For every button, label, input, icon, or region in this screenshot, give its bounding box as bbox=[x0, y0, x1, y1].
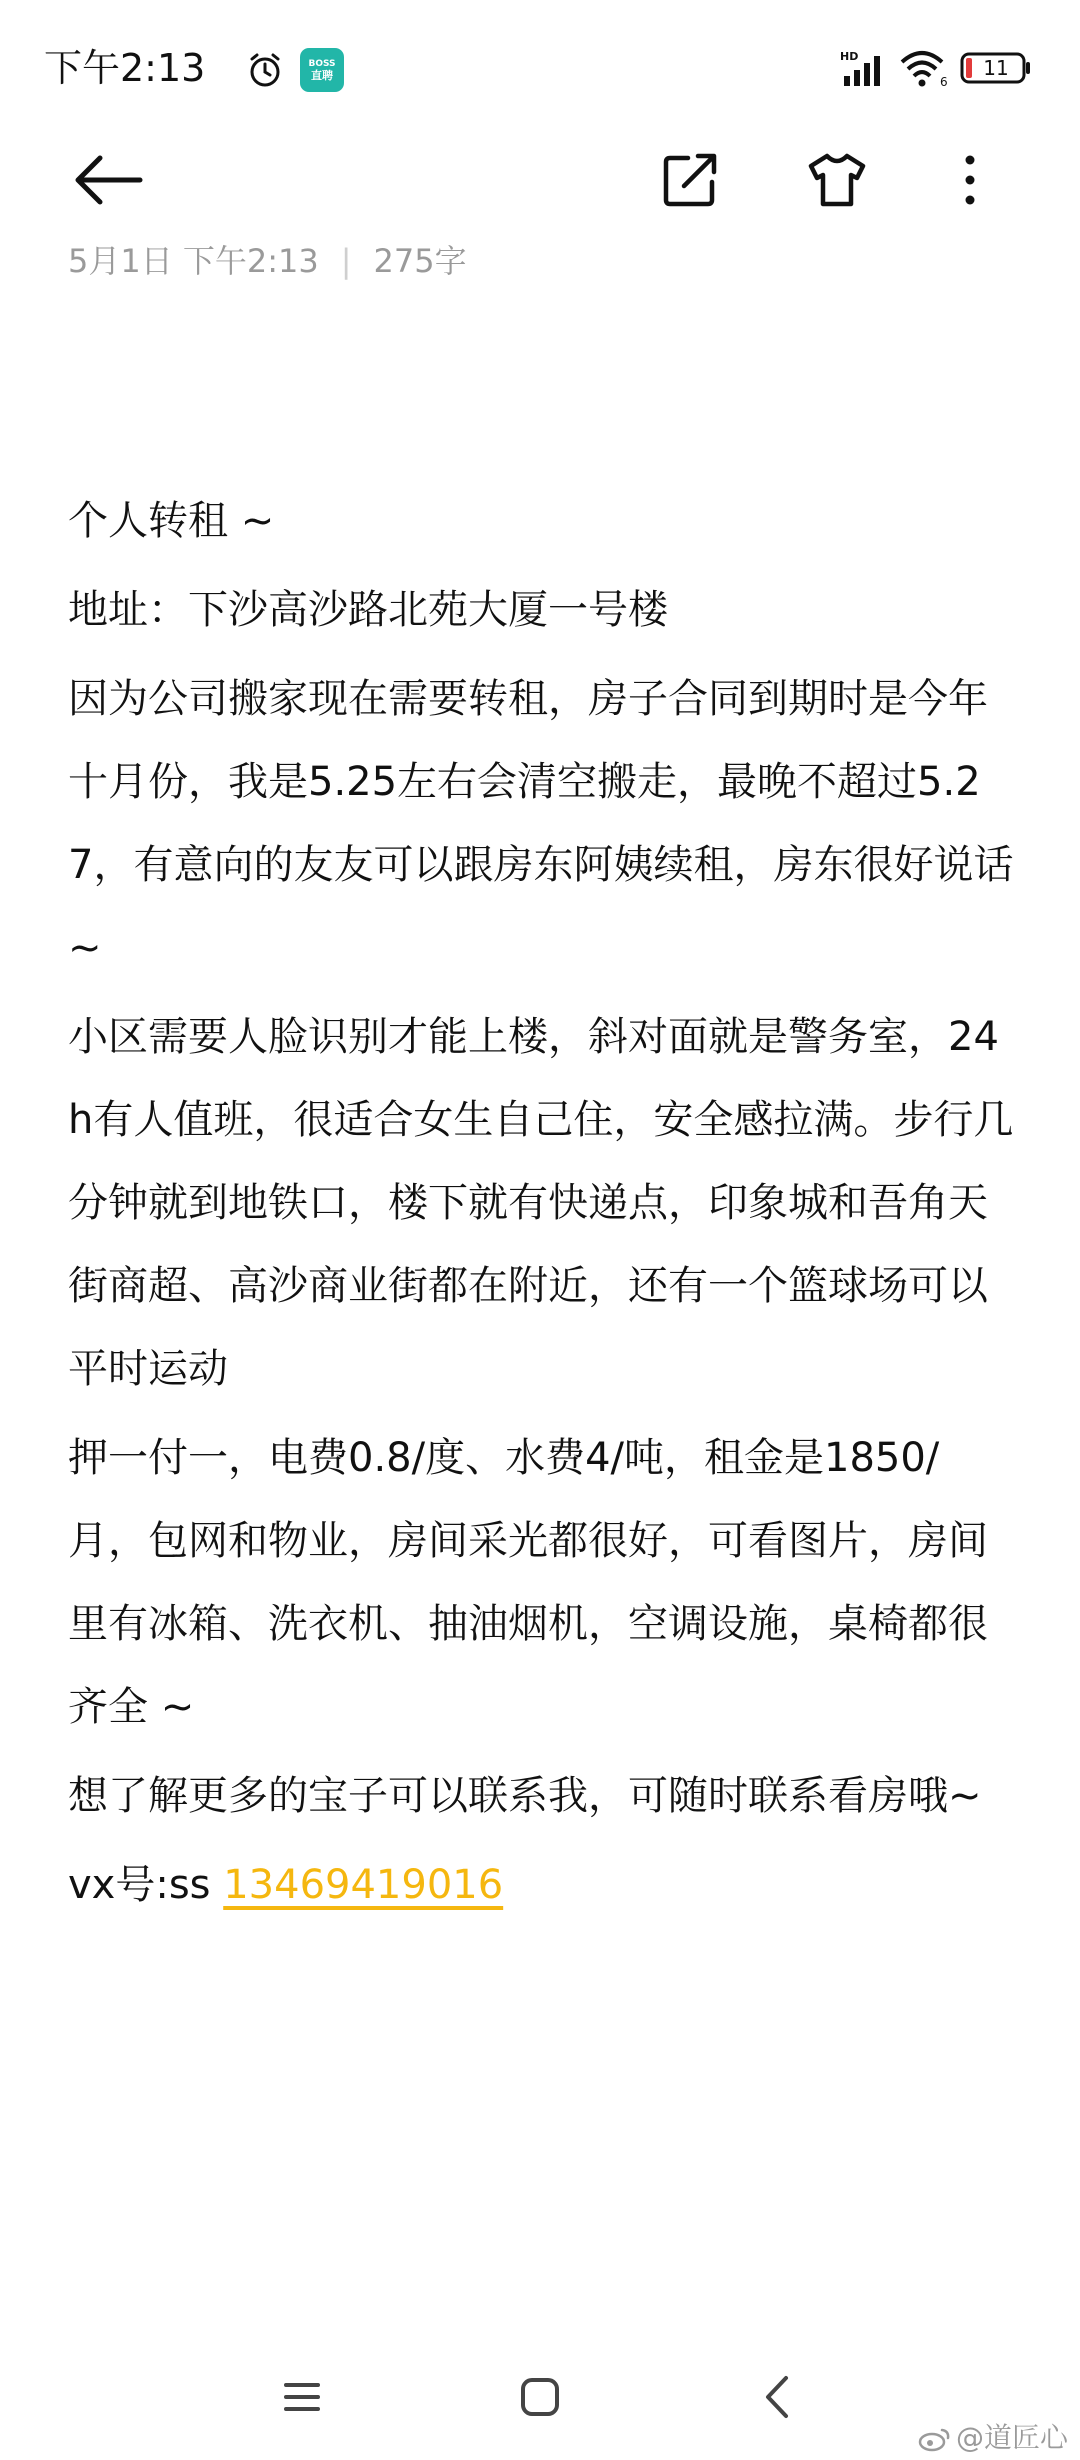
nav-back-icon[interactable] bbox=[762, 2372, 792, 2422]
note-paragraph: 押一付一，电费0.8/度、水费4/吨，租金是1850/月，包网和物业，房间采光都很好，可看图片，房间里有冰箱、洗衣机、抽油烟机，空调设施，桌椅都很齐全 ~ bbox=[68, 1435, 988, 1730]
boss-app-icon bbox=[300, 48, 344, 92]
note-body[interactable] bbox=[68, 480, 1018, 1927]
note-word-count: 275字 bbox=[373, 242, 467, 280]
app-badge-bottom-text: 直聘 bbox=[311, 69, 333, 82]
contact-prefix: vx号:ss bbox=[68, 1862, 224, 1908]
svg-text:HD: HD bbox=[840, 50, 859, 63]
status-time: 下午2:13 bbox=[44, 46, 206, 90]
home-icon[interactable] bbox=[518, 2375, 562, 2419]
wifi-icon bbox=[898, 48, 950, 88]
note-paragraph: 小区需要人脸识别才能上楼，斜对面就是警务室，24h有人值班，很适合女生自己住，安全感拉满。步行几分钟就到地铁口，楼下就有快递点，印象城和吾角天街商超、高沙商业街都在附近，还有一个篮球场可以平时运动 bbox=[68, 1014, 1014, 1392]
phone-link[interactable]: 13469419016 bbox=[223, 1862, 504, 1908]
watermark-text: @道匠心 bbox=[956, 2421, 1069, 2454]
note-paragraph: 因为公司搬家现在需要转租，房子合同到期时是今年十月份，我是5.25左右会清空搬走，最晚不超过5.27，有意向的友友可以跟房东阿姨续租，房东很好说话 ~ bbox=[68, 676, 1014, 971]
contact-line bbox=[68, 1844, 1018, 1927]
note-meta bbox=[68, 236, 467, 286]
meta-divider: | bbox=[340, 242, 352, 280]
app-badge-top-text: BOSS bbox=[308, 59, 336, 69]
weibo-icon bbox=[918, 2426, 952, 2452]
note-paragraph: 想了解更多的宝子可以联系我，可随时联系看房哦~ bbox=[68, 1773, 982, 1819]
back-arrow-icon[interactable] bbox=[70, 150, 146, 210]
battery-level: 11 bbox=[983, 56, 1009, 80]
weibo-watermark bbox=[918, 2420, 1068, 2456]
tshirt-icon[interactable] bbox=[805, 148, 869, 212]
status-bar bbox=[0, 0, 1080, 130]
note-toolbar bbox=[0, 130, 1080, 230]
note-paragraph: 地址：下沙高沙路北苑大厦一号楼 bbox=[68, 587, 668, 633]
more-icon[interactable] bbox=[955, 148, 985, 212]
note-paragraph: 个人转租 ~ bbox=[68, 498, 275, 544]
share-icon[interactable] bbox=[660, 150, 720, 210]
menu-icon[interactable] bbox=[280, 2375, 324, 2419]
note-date: 5月1日 下午2:13 bbox=[68, 242, 319, 280]
signal-icon bbox=[840, 48, 890, 88]
alarm-icon bbox=[245, 50, 285, 90]
svg-text:6: 6 bbox=[940, 75, 948, 88]
